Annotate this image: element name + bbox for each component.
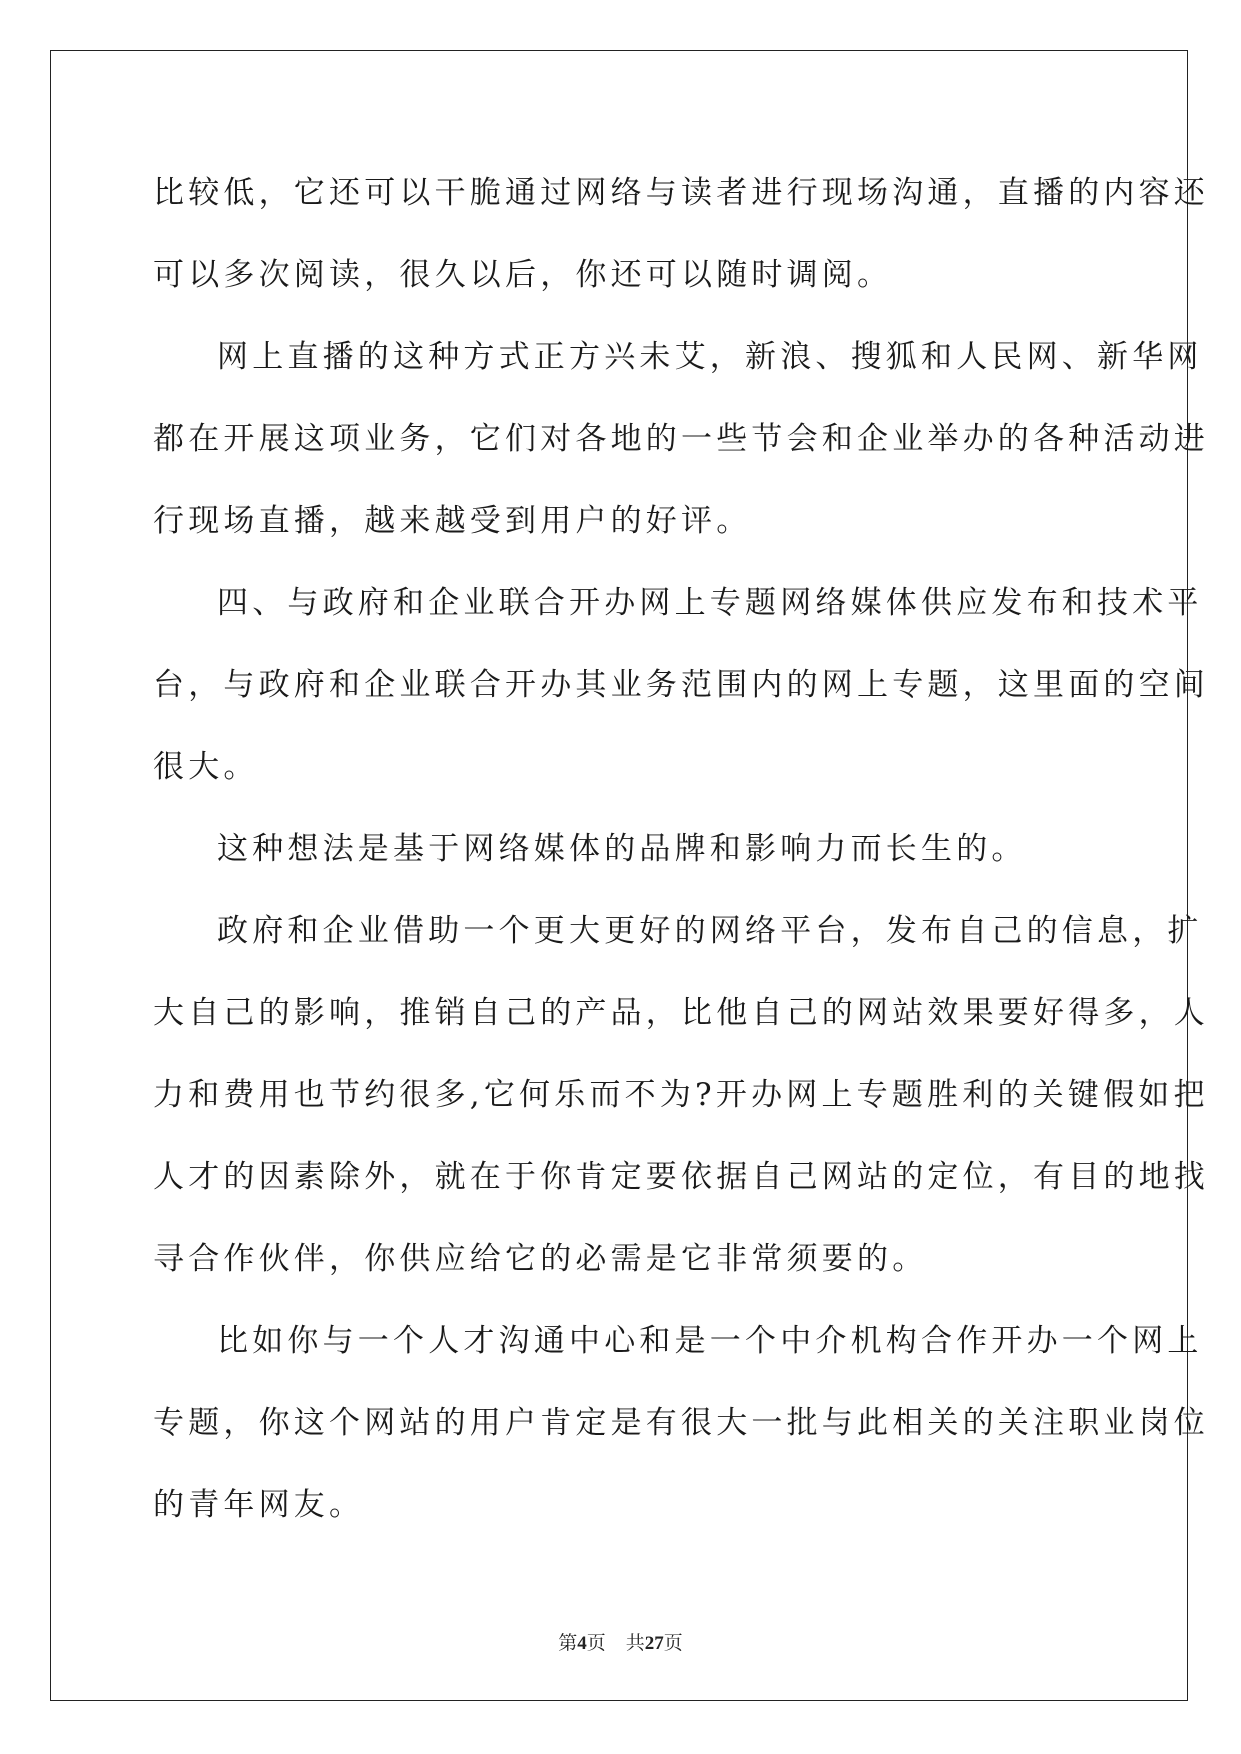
text-line: 大自己的影响，推销自己的产品，比他自己的网站效果要好得多，人 <box>153 995 1209 1031</box>
text-line: 人才的因素除外，就在于你肯定要依据自己网站的定位，有目的地找 <box>153 1159 1209 1195</box>
text-line: 可以多次阅读，很久以后，你还可以随时调阅。 <box>153 257 893 293</box>
paragraph-start-line: 政府和企业借助一个更大更好的网络平台，发布自己的信息，扩 <box>217 913 1203 949</box>
text-line: 很大。 <box>153 749 259 785</box>
page-number: 4 <box>577 1633 587 1654</box>
total-label-prefix: 共 <box>625 1633 645 1654</box>
text-line: 寻合作伙伴，你供应给它的必需是它非常须要的。 <box>153 1241 928 1277</box>
text-line: 力和费用也节约很多,它何乐而不为?开办网上专题胜利的关键假如把 <box>153 1077 1209 1113</box>
text-line: 行现场直播，越来越受到用户的好评。 <box>153 503 752 539</box>
paragraph-start-line: 这种想法是基于网络媒体的品牌和影响力而长生的。 <box>217 831 1027 867</box>
page-footer <box>0 1628 1241 1655</box>
document-body <box>153 152 1209 1546</box>
total-pages: 27 <box>644 1633 664 1654</box>
total-label-suffix: 页 <box>663 1633 683 1654</box>
text-line: 比较低，它还可以干脆通过网络与读者进行现场沟通，直播的内容还 <box>153 175 1209 211</box>
paragraph-start-line: 网上直播的这种方式正方兴未艾，新浪、搜狐和人民网、新华网 <box>217 339 1203 375</box>
page-label-suffix: 页 <box>586 1633 606 1654</box>
text-line: 都在开展这项业务，它们对各地的一些节会和企业举办的各种活动进 <box>153 421 1209 457</box>
paragraph-start-line: 四、与政府和企业联合开办网上专题网络媒体供应发布和技术平 <box>217 585 1203 621</box>
text-line: 专题，你这个网站的用户肯定是有很大一批与此相关的关注职业岗位 <box>153 1405 1209 1441</box>
text-line: 台，与政府和企业联合开办其业务范围内的网上专题，这里面的空间 <box>153 667 1209 703</box>
page-label-prefix: 第 <box>558 1633 578 1654</box>
paragraph-start-line: 比如你与一个人才沟通中心和是一个中介机构合作开办一个网上 <box>217 1323 1203 1359</box>
text-line: 的青年网友。 <box>153 1487 365 1523</box>
